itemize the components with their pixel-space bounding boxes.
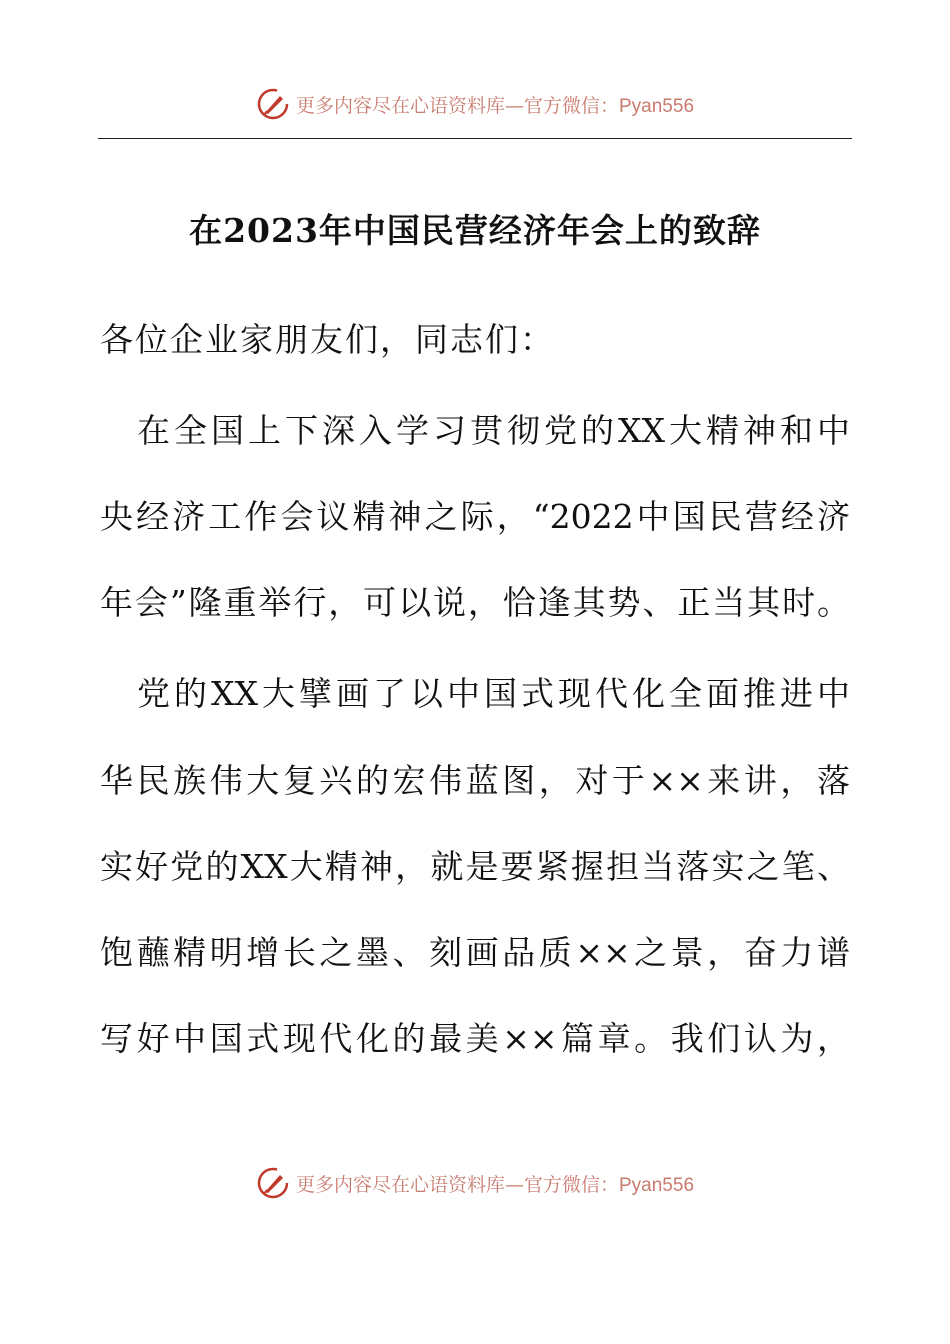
body-line-2: 央经济工作会议精神之际，“2022中国民营经济 [100,497,850,536]
footer-watermark [0,1163,950,1203]
quill-pen-icon [256,87,290,121]
header-watermark-text: 更多内容尽在心语资料库—官方微信：Pyan556 [295,94,695,117]
footer-watermark-text: 更多内容尽在心语资料库—官方微信：Pyan556 [295,1173,695,1196]
footer-watermark-content [256,1166,694,1200]
body-line-8: 写好中国式现代化的最美××篇章。我们认为， [100,1019,850,1058]
body-line-6: 实好党的XX大精神，就是要紧握担当落实之笔、 [100,847,850,886]
body-line-3: 年会”隆重举行，可以说，恰逢其势、正当其时。 [100,583,850,622]
header-watermark-content [256,87,694,121]
quill-pen-icon [256,1166,290,1200]
document-salutation: 各位企业家朋友们，同志们： [100,320,555,359]
body-line-4: 党的XX大擘画了以中国式现代化全面推进中 [100,674,850,713]
body-line-5: 华民族伟大复兴的宏伟蓝图，对于××来讲，落 [100,761,850,800]
header-watermark-account: Pyan556 [619,95,695,117]
header-divider [98,138,852,139]
header-watermark [0,84,950,124]
body-line-1: 在全国上下深入学习贯彻党的XX大精神和中 [100,411,850,450]
body-line-7: 饱蘸精明增长之墨、刻画品质××之景，奋力谱 [100,933,850,972]
document-title: 在2023年中国民营经济年会上的致辞 [189,211,761,250]
footer-watermark-account: Pyan556 [619,1174,695,1196]
